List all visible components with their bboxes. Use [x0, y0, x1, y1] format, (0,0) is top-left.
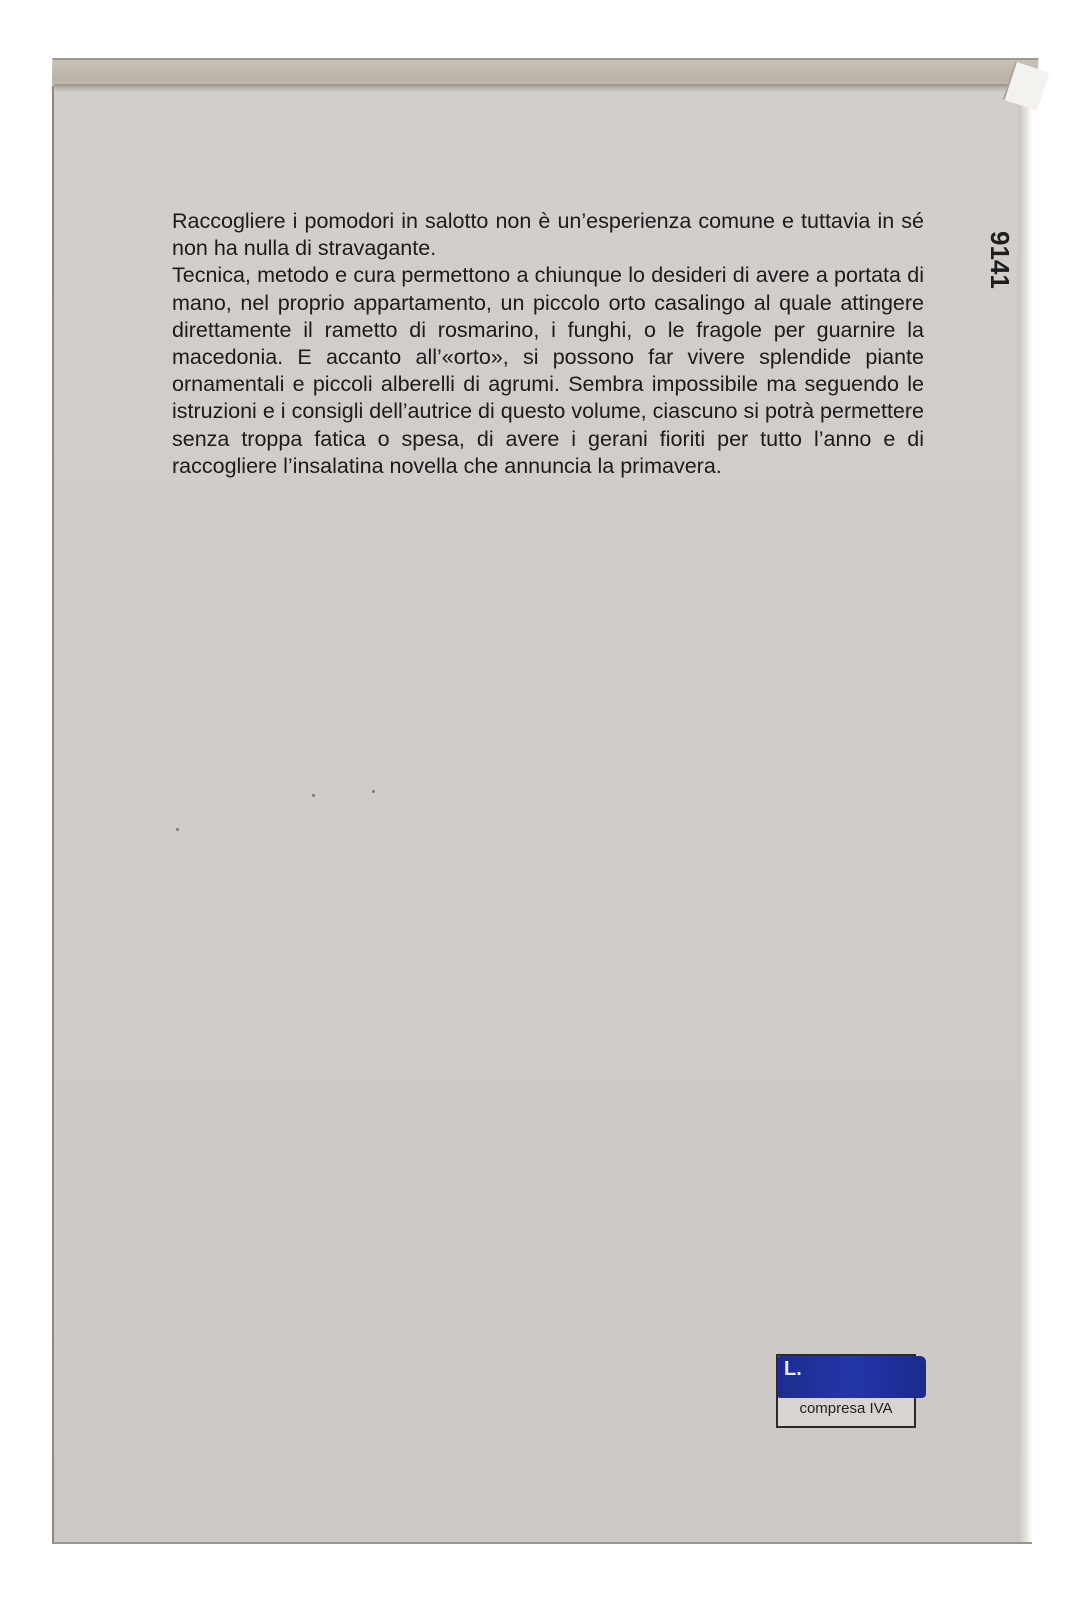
blurb-paragraph-2: Tecnica, metodo e cura permettono a chiunque lo desideri di avere a portata di mano, nel proprio appartamento, un piccolo orto casalingo al quale attingere direttamente il rametto di rosmarino, i funghi, o le fragole per guarnire la macedonia. E accanto all’«orto», si possono far vivere splendide piante ornamentali e piccoli alberelli di agrumi. Sembra impossibile ma seguendo le istruzioni e i consigli dell’autrice di questo volume, ciascuno si potrà permettere senza troppa fatica o spesa, di avere i gerani fioriti per tutto l’anno e di raccogliere l’insalatina novella che annuncia la primavera.	[172, 263, 924, 478]
book-right-edge	[1018, 76, 1032, 1542]
price-box	[776, 1354, 916, 1428]
ink-stamp	[778, 1356, 926, 1398]
price-label: L.	[784, 1358, 802, 1380]
spine-number: 9141	[985, 231, 1015, 289]
paper-speck	[372, 790, 375, 793]
blurb-paragraph-1: Raccogliere i pomodori in salotto non è un’esperienza comune e tuttavia in sé non ha nulla di stravagante.	[172, 209, 924, 261]
price-caption: compresa IVA	[799, 1400, 893, 1417]
paper-speck	[312, 794, 315, 797]
top-edge-shadow	[54, 84, 1034, 92]
paper-speck	[176, 828, 179, 831]
back-cover-blurb	[172, 208, 924, 480]
